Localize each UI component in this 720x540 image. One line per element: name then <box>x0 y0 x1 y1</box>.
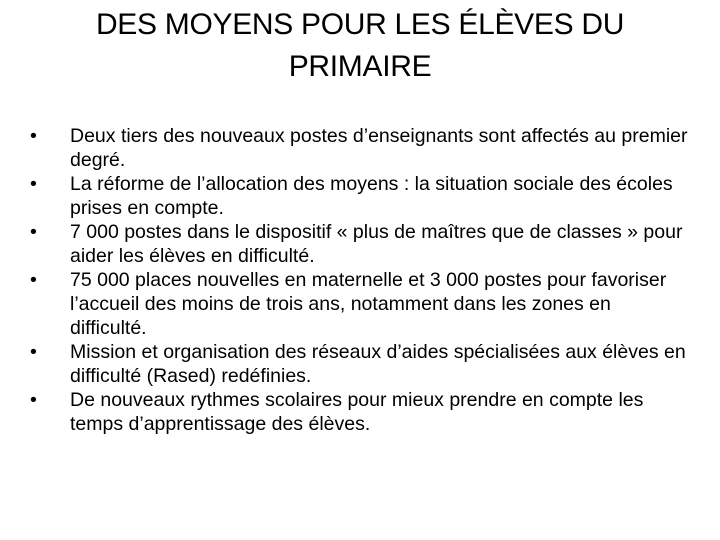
bullet-dot-icon: • <box>30 389 37 411</box>
slide-title: DES MOYENS POUR LES ÉLÈVES DU PRIMAIRE <box>95 8 625 83</box>
bullet-text: Mission et organisation des réseaux d’aides spécialisées aux élèves en difficulté (Rased) redéfinies. <box>70 341 686 387</box>
bullet-list <box>30 124 690 436</box>
bullet-text: Deux tiers des nouveaux postes d’enseignants sont affectés au premier degré. <box>70 125 688 171</box>
bullet-item <box>30 220 690 268</box>
bullet-item <box>30 268 690 340</box>
bullet-dot-icon: • <box>30 221 37 243</box>
bullet-item <box>30 124 690 172</box>
bullet-item <box>30 388 690 436</box>
bullet-text: De nouveaux rythmes scolaires pour mieux prendre en compte les temps d’apprentissage des élèves. <box>70 389 644 435</box>
bullet-dot-icon: • <box>30 269 37 291</box>
bullet-text: 75 000 places nouvelles en maternelle et 3 000 postes pour favoriser l’accueil des moins de trois ans, notamment dans les zones en difficulté. <box>70 269 667 339</box>
bullet-text: La réforme de l’allocation des moyens : la situation sociale des écoles prises en compte. <box>70 173 673 219</box>
bullet-dot-icon: • <box>30 125 37 147</box>
bullet-dot-icon: • <box>30 173 37 195</box>
bullet-item <box>30 172 690 220</box>
bullet-item <box>30 340 690 388</box>
bullet-dot-icon: • <box>30 341 37 363</box>
bullet-text: 7 000 postes dans le dispositif « plus de maîtres que de classes » pour aider les élèves en difficulté. <box>70 221 683 267</box>
